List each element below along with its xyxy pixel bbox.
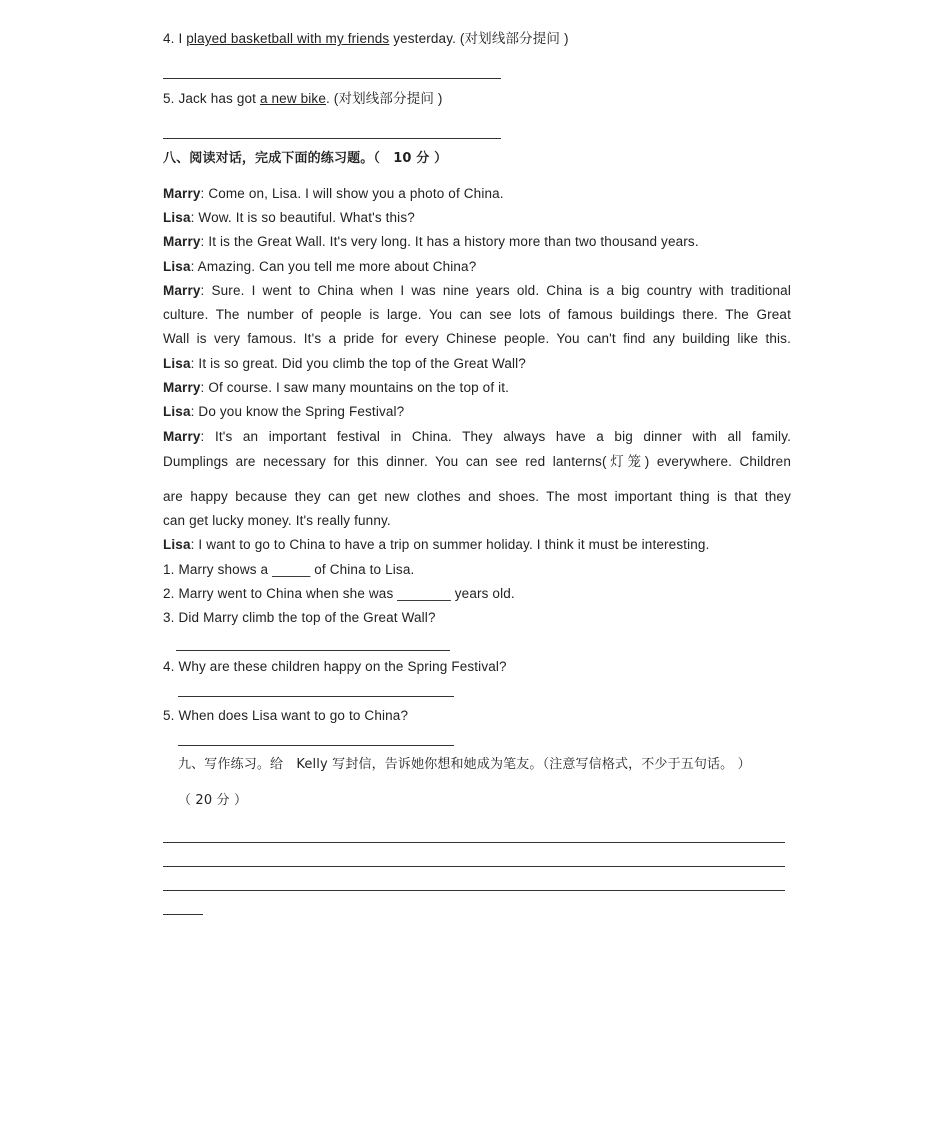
writing-line[interactable] [163,842,785,843]
comprehension-question-5: 5. When does Lisa want to go to China? [163,708,409,723]
dialogue-text: Wall is very famous. It's a pride for every Chinese people. You can't find any building like this. [163,331,791,346]
dialogue-line [163,209,415,227]
answer-line-q5[interactable] [163,138,501,139]
comprehension-question-1: 1. Marry shows a _____ of China to Lisa. [163,562,415,577]
answer-line-comprehension-3[interactable] [176,650,450,651]
speaker-name: Lisa [163,210,191,225]
dialogue-text: : It is so great. Did you climb the top of the Great Wall? [190,356,526,371]
speaker-name: Marry [163,234,201,249]
dialogue-line [163,536,709,554]
question-suffix: . (对划线部分提问 ) [326,91,443,106]
section-9-heading: 九、写作练习。给 Kelly 写封信，告诉她你想和她成为笔友。（注意写信格式，不少于五句话。 ） [178,757,751,772]
dialogue-line [163,282,791,300]
underlined-phrase: played basketball with my friends [186,31,390,46]
underlined-phrase: a new bike [259,91,326,106]
speaker-name: Lisa [163,537,191,552]
dialogue-text: are happy because they can get new clothes and shoes. The most important thing is that they [163,489,791,504]
dialogue-text: : Do you know the Spring Festival? [190,404,405,419]
rewrite-question-4 [163,30,569,48]
comprehension-question-4: 4. Why are these children happy on the Spring Festival? [163,659,507,674]
dialogue-line [163,330,791,348]
speaker-name: Lisa [163,404,191,419]
dialogue-text: : It is the Great Wall. It's very long. It has a history more than two thousand years. [200,234,699,249]
writing-line[interactable] [163,866,785,867]
dialogue-line [163,512,391,530]
answer-line-comprehension-5[interactable] [178,745,454,746]
dialogue-text: Dumplings are necessary for this dinner. You can see red lanterns(灯笼) everywhere. Children [163,454,791,469]
dialogue-line [163,428,791,446]
dialogue-text: : Amazing. Can you tell me more about China? [190,259,477,274]
dialogue-line [163,258,476,276]
section-9-score: （ 20 分 ） [178,793,248,808]
speaker-name: Lisa [163,356,191,371]
dialogue-text: can get lucky money. It's really funny. [163,513,391,528]
answer-line-q4[interactable] [163,78,501,79]
speaker-name: Marry [163,283,201,298]
dialogue-text: culture. The number of people is large. You can see lots of famous buildings there. The Great [163,307,791,322]
dialogue-text: : Of course. I saw many mountains on the top of it. [200,380,510,395]
question-prefix: 4. I [163,31,187,46]
rewrite-question-5 [163,90,443,108]
comprehension-question-2: 2. Marry went to China when she was _______ years old. [163,586,515,601]
answer-line-comprehension-4[interactable] [178,696,454,697]
dialogue-line [163,306,791,324]
dialogue-line [163,185,504,203]
dialogue-text: : I want to go to China to have a trip on summer holiday. I think it must be interesting. [190,537,710,552]
speaker-name: Lisa [163,259,191,274]
dialogue-line [163,379,509,397]
question-prefix: 5. Jack has got [163,91,260,106]
dialogue-line [163,453,791,471]
speaker-name: Marry [163,380,201,395]
section-8-heading: 八、阅读对话，完成下面的练习题。（ 10 分 ） [163,151,448,166]
dialogue-line [163,355,526,373]
speaker-name: Marry [163,186,201,201]
dialogue-text: : Wow. It is so beautiful. What's this? [190,210,415,225]
dialogue-line [163,488,791,506]
dialogue-line [163,233,699,251]
speaker-name: Marry [163,429,201,444]
question-suffix: yesterday. (对划线部分提问 ) [389,31,569,46]
dialogue-text: : It's an important festival in China. They always have a big dinner with all family. [200,429,791,444]
comprehension-question-3: 3. Did Marry climb the top of the Great Wall? [163,610,436,625]
writing-line[interactable] [163,890,785,891]
writing-line-end[interactable] [163,914,203,915]
dialogue-line [163,403,404,421]
dialogue-text: : Come on, Lisa. I will show you a photo of China. [200,186,504,201]
dialogue-text: : Sure. I went to China when I was nine years old. China is a big country with traditional [200,283,791,298]
